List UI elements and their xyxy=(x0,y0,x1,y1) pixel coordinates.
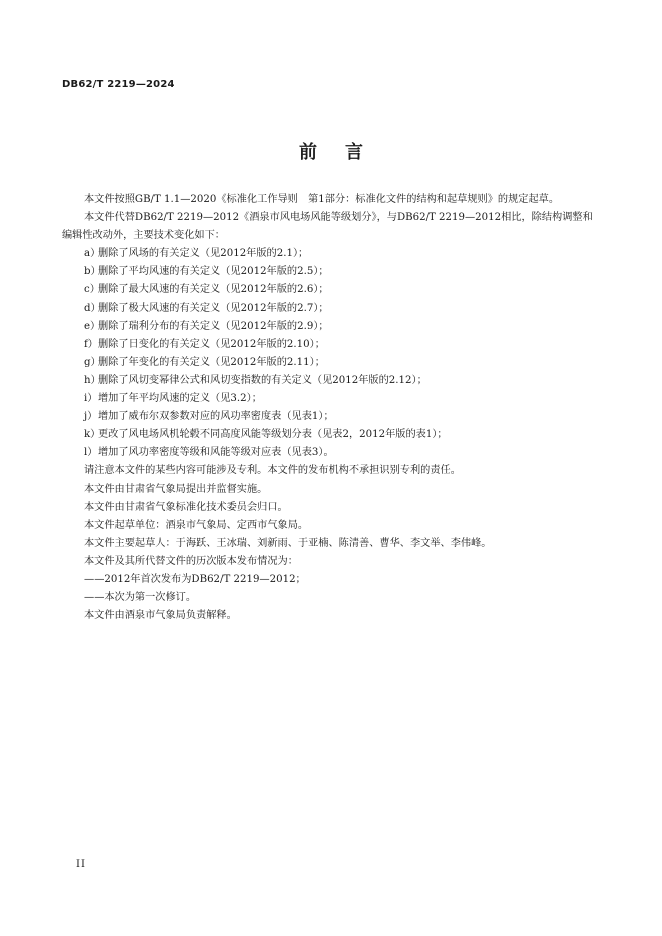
intro-paragraph-1: 本文件按照GB/T 1.1—2020《标准化工作导则 第1部分：标准化文件的结构和起草规则》的规定起草。 xyxy=(84,194,560,205)
list-item-text: 增加了威布尔双参数对应的风功率密度表（见表1）； xyxy=(98,411,334,423)
committee-line: 本文件由甘肃省气象标准化技术委员会归口。 xyxy=(84,501,288,513)
list-item-mark: e） xyxy=(84,320,101,332)
list-item-mark: b） xyxy=(84,266,101,278)
list-item xyxy=(62,354,602,372)
list-item-text: 删除了极大风速的有关定义（见2012年版的2.7）； xyxy=(98,302,329,314)
list-item xyxy=(62,300,602,318)
history-item: ——本次为第一次修订。 xyxy=(84,592,197,604)
list-item-text: 删除了年变化的有关定义（见2012年版的2.11）； xyxy=(98,356,325,368)
list-item xyxy=(62,444,602,462)
list-item-text: 更改了风电场风机轮毂不同高度风能等级划分表（见表2，2012年版的表1）； xyxy=(98,429,448,441)
list-item-mark: i） xyxy=(84,393,98,405)
drafting-units-line: 本文件起草单位：酒泉市气象局、定西市气象局。 xyxy=(84,519,309,531)
list-item-mark: f） xyxy=(84,338,98,350)
list-item-mark: d） xyxy=(84,302,101,314)
document-id: DB62/T 2219—2024 xyxy=(62,79,175,90)
page-number: II xyxy=(76,859,86,870)
list-item-text: 删除了风场的有关定义（见2012年版的2.1）； xyxy=(98,248,309,260)
list-item xyxy=(62,372,602,390)
list-item-mark: c） xyxy=(84,284,100,296)
list-item-mark: k） xyxy=(84,429,101,441)
proposer-line: 本文件由甘肃省气象局提出并监督实施。 xyxy=(84,483,268,495)
list-item-mark: g） xyxy=(84,356,101,368)
list-item xyxy=(62,336,602,354)
list-item-text: 删除了平均风速的有关定义（见2012年版的2.5）； xyxy=(98,266,329,278)
list-item xyxy=(62,390,602,408)
changes-list xyxy=(62,245,602,462)
list-item-mark: a） xyxy=(84,248,101,260)
list-item xyxy=(62,245,602,263)
list-item xyxy=(62,281,602,299)
list-item-text: 增加了风功率密度等级和风能等级对应表（见表3）。 xyxy=(98,447,334,459)
list-item xyxy=(62,408,602,426)
interpretation-line: 本文件由酒泉市气象局负责解释。 xyxy=(84,610,237,622)
list-item xyxy=(62,318,602,336)
list-item-text: 删除了风切变幂律公式和风切变指数的有关定义（见2012年版的2.12）； xyxy=(98,374,427,386)
list-item-text: 删除了最大风速的有关定义（见2012年版的2.6）； xyxy=(98,284,329,296)
intro-paragraph-2: 本文件代替DB62/T 2219—2012《酒泉市风电场风能等级划分》，与DB62/T 2219—2012相比，除结构调整和编辑性改动外，主要技术变化如下： xyxy=(62,212,593,242)
patent-notice: 请注意本文件的某些内容可能涉及专利。本文件的发布机构不承担识别专利的责任。 xyxy=(84,465,461,477)
list-item xyxy=(62,426,602,444)
history-item: ——2012年首次发布为DB62/T 2219—2012； xyxy=(84,573,306,585)
page-title: 前言 xyxy=(299,142,391,163)
list-item-mark: h） xyxy=(84,374,101,386)
document-body xyxy=(62,191,602,625)
drafters-line: 本文件主要起草人：于海跃、王冰瑞、刘新雨、于亚楠、陈清善、曹华、李文举、李伟峰。 xyxy=(84,537,492,549)
history-intro-line: 本文件及其所代替文件的历次版本发布情况为： xyxy=(84,555,298,567)
list-item-text: 增加了年平均风速的定义（见3.2）； xyxy=(98,393,262,405)
list-item-text: 删除了日变化的有关定义（见2012年版的2.10）； xyxy=(98,338,325,350)
list-item xyxy=(62,263,602,281)
list-item-mark: l） xyxy=(84,447,98,459)
list-item-mark: j） xyxy=(84,411,98,423)
list-item-text: 删除了瑞利分布的有关定义（见2012年版的2.9）； xyxy=(98,320,329,332)
